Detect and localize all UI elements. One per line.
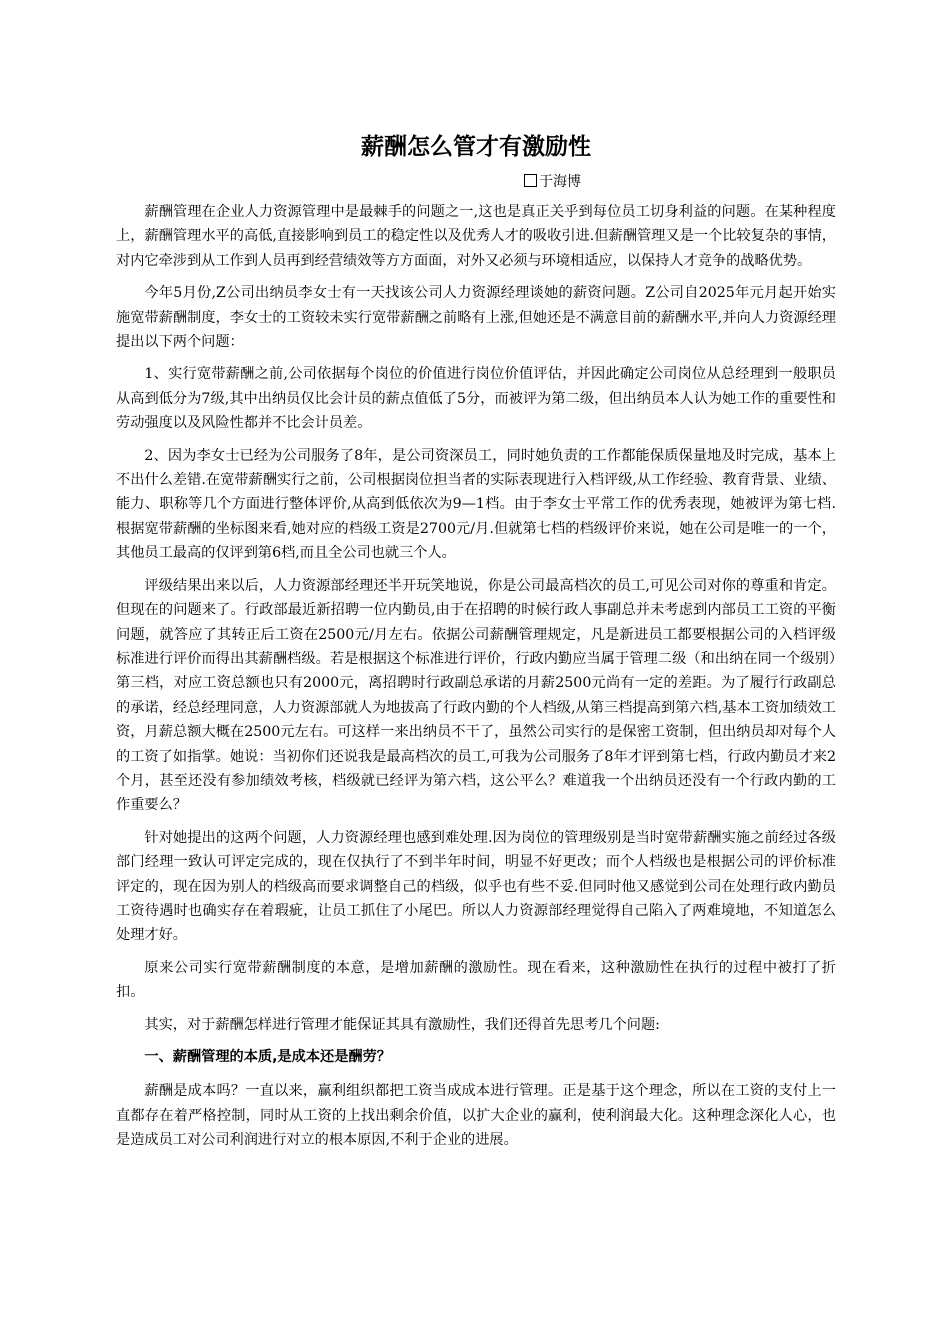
paragraph: 薪酬管理在企业人力资源管理中是最棘手的问题之一,这也是真正关乎到每位员工切身利益的问题。在某种程度上，薪酬管理水平的高低,直接影响到员工的稳定性以及优秀人才的吸收引进.但薪酬管理又是一个比较复杂的事情，对内它牵涉到从工作到人员再到经营绩效等方方面面，对外又必须与环境相适应，以保持人才竞争的战略优势。: [116, 204, 836, 269]
paragraph: 其实，对于薪酬怎样进行管理才能保证其具有激励性，我们还得首先思考几个问题:: [144, 1016, 660, 1033]
paragraph: 原来公司实行宽带薪酬制度的本意，是增加薪酬的激励性。现在看来，这种激励性在执行的过程中被打了折扣。: [116, 959, 836, 1001]
paragraph: 薪酬是成本吗？一直以来，赢利组织都把工资当成成本进行管理。正是基于这个理念，所以在工资的支付上一直都存在着严格控制，同时从工资的上找出剩余价值，以扩大企业的赢利，使利润最大化。这种理念深化人心，也是造成员工对公司利润进行对立的根本原因,不利于企业的进展。: [116, 1083, 836, 1149]
author-name: 于海博: [539, 174, 581, 190]
checkbox-glyph-icon: [524, 174, 537, 187]
section-heading: 一、薪酬管理的本质,是成本还是酬劳？: [144, 1049, 391, 1065]
document-page: [116, 118, 836, 1161]
paragraph: 2、因为李女士已经为公司服务了8年，是公司资深员工，同时她负责的工作都能保质保量地及时完成，基本上不出什么差错.在宽带薪酬实行之前，公司根据岗位担当者的实际表现进行入档评级,从工作经验、教育背景、业绩、能力、职称等几个方面进行整体评价,从高到低依次为9—1档。由于李女士平常工作的优秀表现，她被评为第七档.根据宽带薪酬的坐标图来看,她对应的档级工资是2700元/月.但就第七档的档级评价来说，她在公司是唯一的一个，其他员工最高的仅评到第6档,而且全公司也就三个人。: [116, 447, 836, 562]
paragraph: 评级结果出来以后，人力资源部经理还半开玩笑地说，你是公司最高档次的员工,可见公司对你的尊重和肯定。但现在的问题来了。行政部最近新招聘一位内勤员,由于在招聘的时候行政人事副总并未考虑到内部员工工资的平衡问题，就答应了其转正后工资在2500元/月左右。依据公司薪酬管理规定，凡是新进员工都要根据公司的入档评级标准进行评价而得出其薪酬档级。若是根据这个标准进行评价，行政内勤应当属于管理二级（和出纳在同一个级别）第三档，对应工资总额也只有2000元，离招聘时行政副总承诺的月薪2500元尚有一定的差距。为了履行行政副总的承诺，经总经理同意，人力资源部就人为地拔高了行政内勤的个人档级,从第三档提高到第六档,基本工资加绩效工资，月薪总额大概在2500元左右。可这样一来出纳员不干了，虽然公司实行的是保密工资制，但出纳员却对每个人的工资了如指掌。她说：当初你们还说我是最高档次的员工,可我为公司服务了8年才评到第七档，行政内勤员才来2个月，甚至还没有参加绩效考核，档级就已经评为第六档，这公平么？难道我一个出纳员还没有一个行政内勤的工作重要么？: [116, 577, 836, 814]
paragraph: 今年5月份,Z公司出纳员李女士有一天找该公司人力资源经理谈她的薪资问题。Z公司自2025年元月起开始实施宽带薪酬制度，李女士的工资较未实行宽带薪酬之前略有上涨,但她还是不满意目前的薪酬水平,并向人力资源经理提出以下两个问题：: [116, 285, 836, 351]
paragraph: 针对她提出的这两个问题，人力资源经理也感到难处理.因为岗位的管理级别是当时宽带薪酬实施之前经过各级部门经理一致认可评定完成的，现在仅执行了不到半年时间，明显不好更改；而个人档级也是根据公司的评价标准评定的，现在因为别人的档级高而要求调整自己的档级，似乎也有些不妥.但同时他又感觉到公司在处理行政内勤员工资待遇时也确实存在着瑕疵，让员工抓住了小尾巴。所以人力资源部经理觉得自己陷入了两难境地，不知道怎么处理才好。: [116, 829, 836, 944]
document-title: 薪酬怎么管才有激励性: [361, 134, 591, 160]
author-line: [116, 172, 836, 192]
paragraph: 1、实行宽带薪酬之前,公司依据每个岗位的价值进行岗位价值评估，并因此确定公司岗位从总经理到一般职员从高到低分为7级,其中出纳员仅比会计员的薪点值低了5分，而被评为第二级，但出纳员本人认为她工作的重要性和劳动强度以及风险性都并不比会计员差。: [116, 366, 836, 432]
